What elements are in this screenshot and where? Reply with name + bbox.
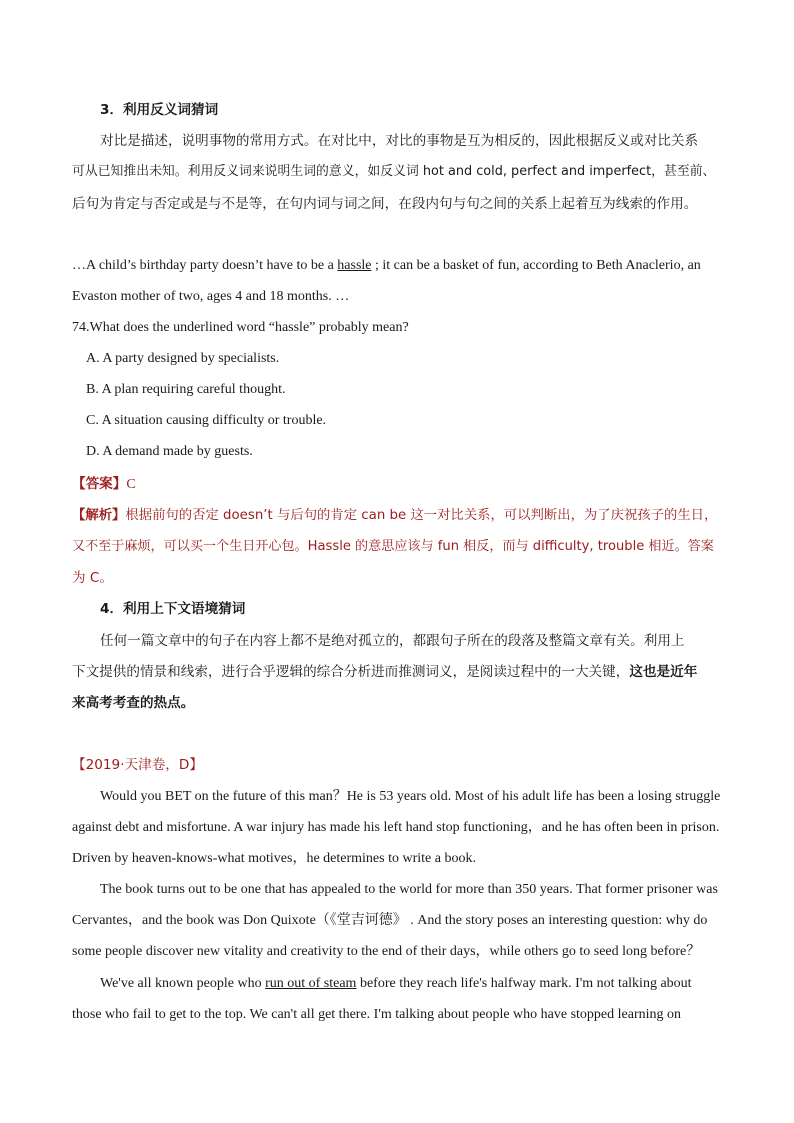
passage2-p1-line-2: against debt and misfortune. A war injury has made his left hand stop functioning，and he has often been in prison. xyxy=(72,820,720,835)
analysis-label: 【解析】 xyxy=(72,508,126,523)
section4-line-1: 任何一篇文章中的句子在内容上都不是绝对孤立的，都跟句子所在的段落及整篇文章有关。利用上 xyxy=(100,633,685,649)
section4-bold-text: 这也是近年 xyxy=(629,664,698,680)
analysis-line-2: 又不至于麻烦，可以买一个生日开心包。Hassle 的意思应该与 fun 相反，而与 difficulty, trouble 相近。答案 xyxy=(72,539,714,554)
answer-line xyxy=(72,474,722,495)
underlined-word-hassle: hassle xyxy=(337,258,372,273)
source-tag: 【2019·天津卷，D】 xyxy=(72,757,203,773)
passage2-p2-line-3: some people discover new vitality and creativity to the end of their days，while others go to seed long before？ xyxy=(72,944,701,959)
passage2-p1-line-3: Driven by heaven-knows-what motives，he determines to write a book. xyxy=(72,851,476,866)
answer-label: 【答案】 xyxy=(72,476,127,492)
passage2-text: before they reach life's halfway mark. I'm not talking about xyxy=(356,976,692,991)
section3-heading: 3．利用反义词猜词 xyxy=(100,102,219,118)
section3-line-2: 可从已知推出未知。利用反义词来说明生词的意义，如反义词 hot and cold, perfect and imperfect，甚至前、 xyxy=(72,164,716,179)
passage1-text: …A child’s birthday party doesn’t have to be a xyxy=(72,258,338,273)
section4-line-3: 来高考考查的热点。 xyxy=(72,695,195,711)
option-c: C. A situation causing difficulty or trouble. xyxy=(86,413,327,428)
section4-text: 下文提供的情景和线索，进行合乎逻辑的综合分析进而推测词义，是阅读过程中的一大关键， xyxy=(72,664,630,680)
section3-line-1: 对比是描述，说明事物的常用方式。在对比中，对比的事物是互为相反的，因此根据反义或对比关系 xyxy=(100,133,699,149)
option-b: B. A plan requiring careful thought. xyxy=(86,382,286,397)
analysis-text: 根据前句的否定 doesn’t 与后句的肯定 can be 这一对比关系，可以判断出，为了庆祝孩子的生日， xyxy=(125,508,718,523)
passage2-p2-line-1: The book turns out to be one that has appealed to the world for more than 350 years. That former prisoner was xyxy=(100,882,718,897)
passage1-line-1 xyxy=(72,256,722,276)
underlined-phrase-run-out-of-steam: run out of steam xyxy=(265,976,357,991)
option-a: A. A party designed by specialists. xyxy=(86,351,280,366)
passage1-line-2: Evaston mother of two, ages 4 and 18 months. … xyxy=(72,289,350,304)
passage2-p3-line-1 xyxy=(100,974,722,994)
section4-line-2 xyxy=(72,662,722,682)
analysis-line-3: 为 C。 xyxy=(72,570,114,586)
passage2-text: We've all known people who xyxy=(100,976,266,991)
section4-heading: 4．利用上下文语境猜词 xyxy=(100,601,246,617)
answer-value: C xyxy=(126,477,136,492)
question-stem: 74.What does the underlined word “hassle” probably mean? xyxy=(72,320,409,335)
section3-line-3: 后句为肯定与否定或是与不是等，在句内词与词之间，在段内句与句之间的关系上起着互为线索的作用。 xyxy=(72,196,698,212)
option-d: D. A demand made by guests. xyxy=(86,444,253,459)
analysis-line-1 xyxy=(72,506,722,526)
passage2-p2-line-2: Cervantes，and the book was Don Quixote（《堂吉诃德》 . And the story poses an interesting question: why do xyxy=(72,913,708,928)
passage1-text: ; it can be a basket of fun, according to Beth Anaclerio, an xyxy=(371,258,701,273)
passage2-p3-line-2: those who fail to get to the top. We can't all get there. I'm talking about people who have stopped learning on xyxy=(72,1007,681,1022)
passage2-p1-line-1: Would you BET on the future of this man？He is 53 years old. Most of his adult life has been a losing struggle xyxy=(100,789,721,804)
